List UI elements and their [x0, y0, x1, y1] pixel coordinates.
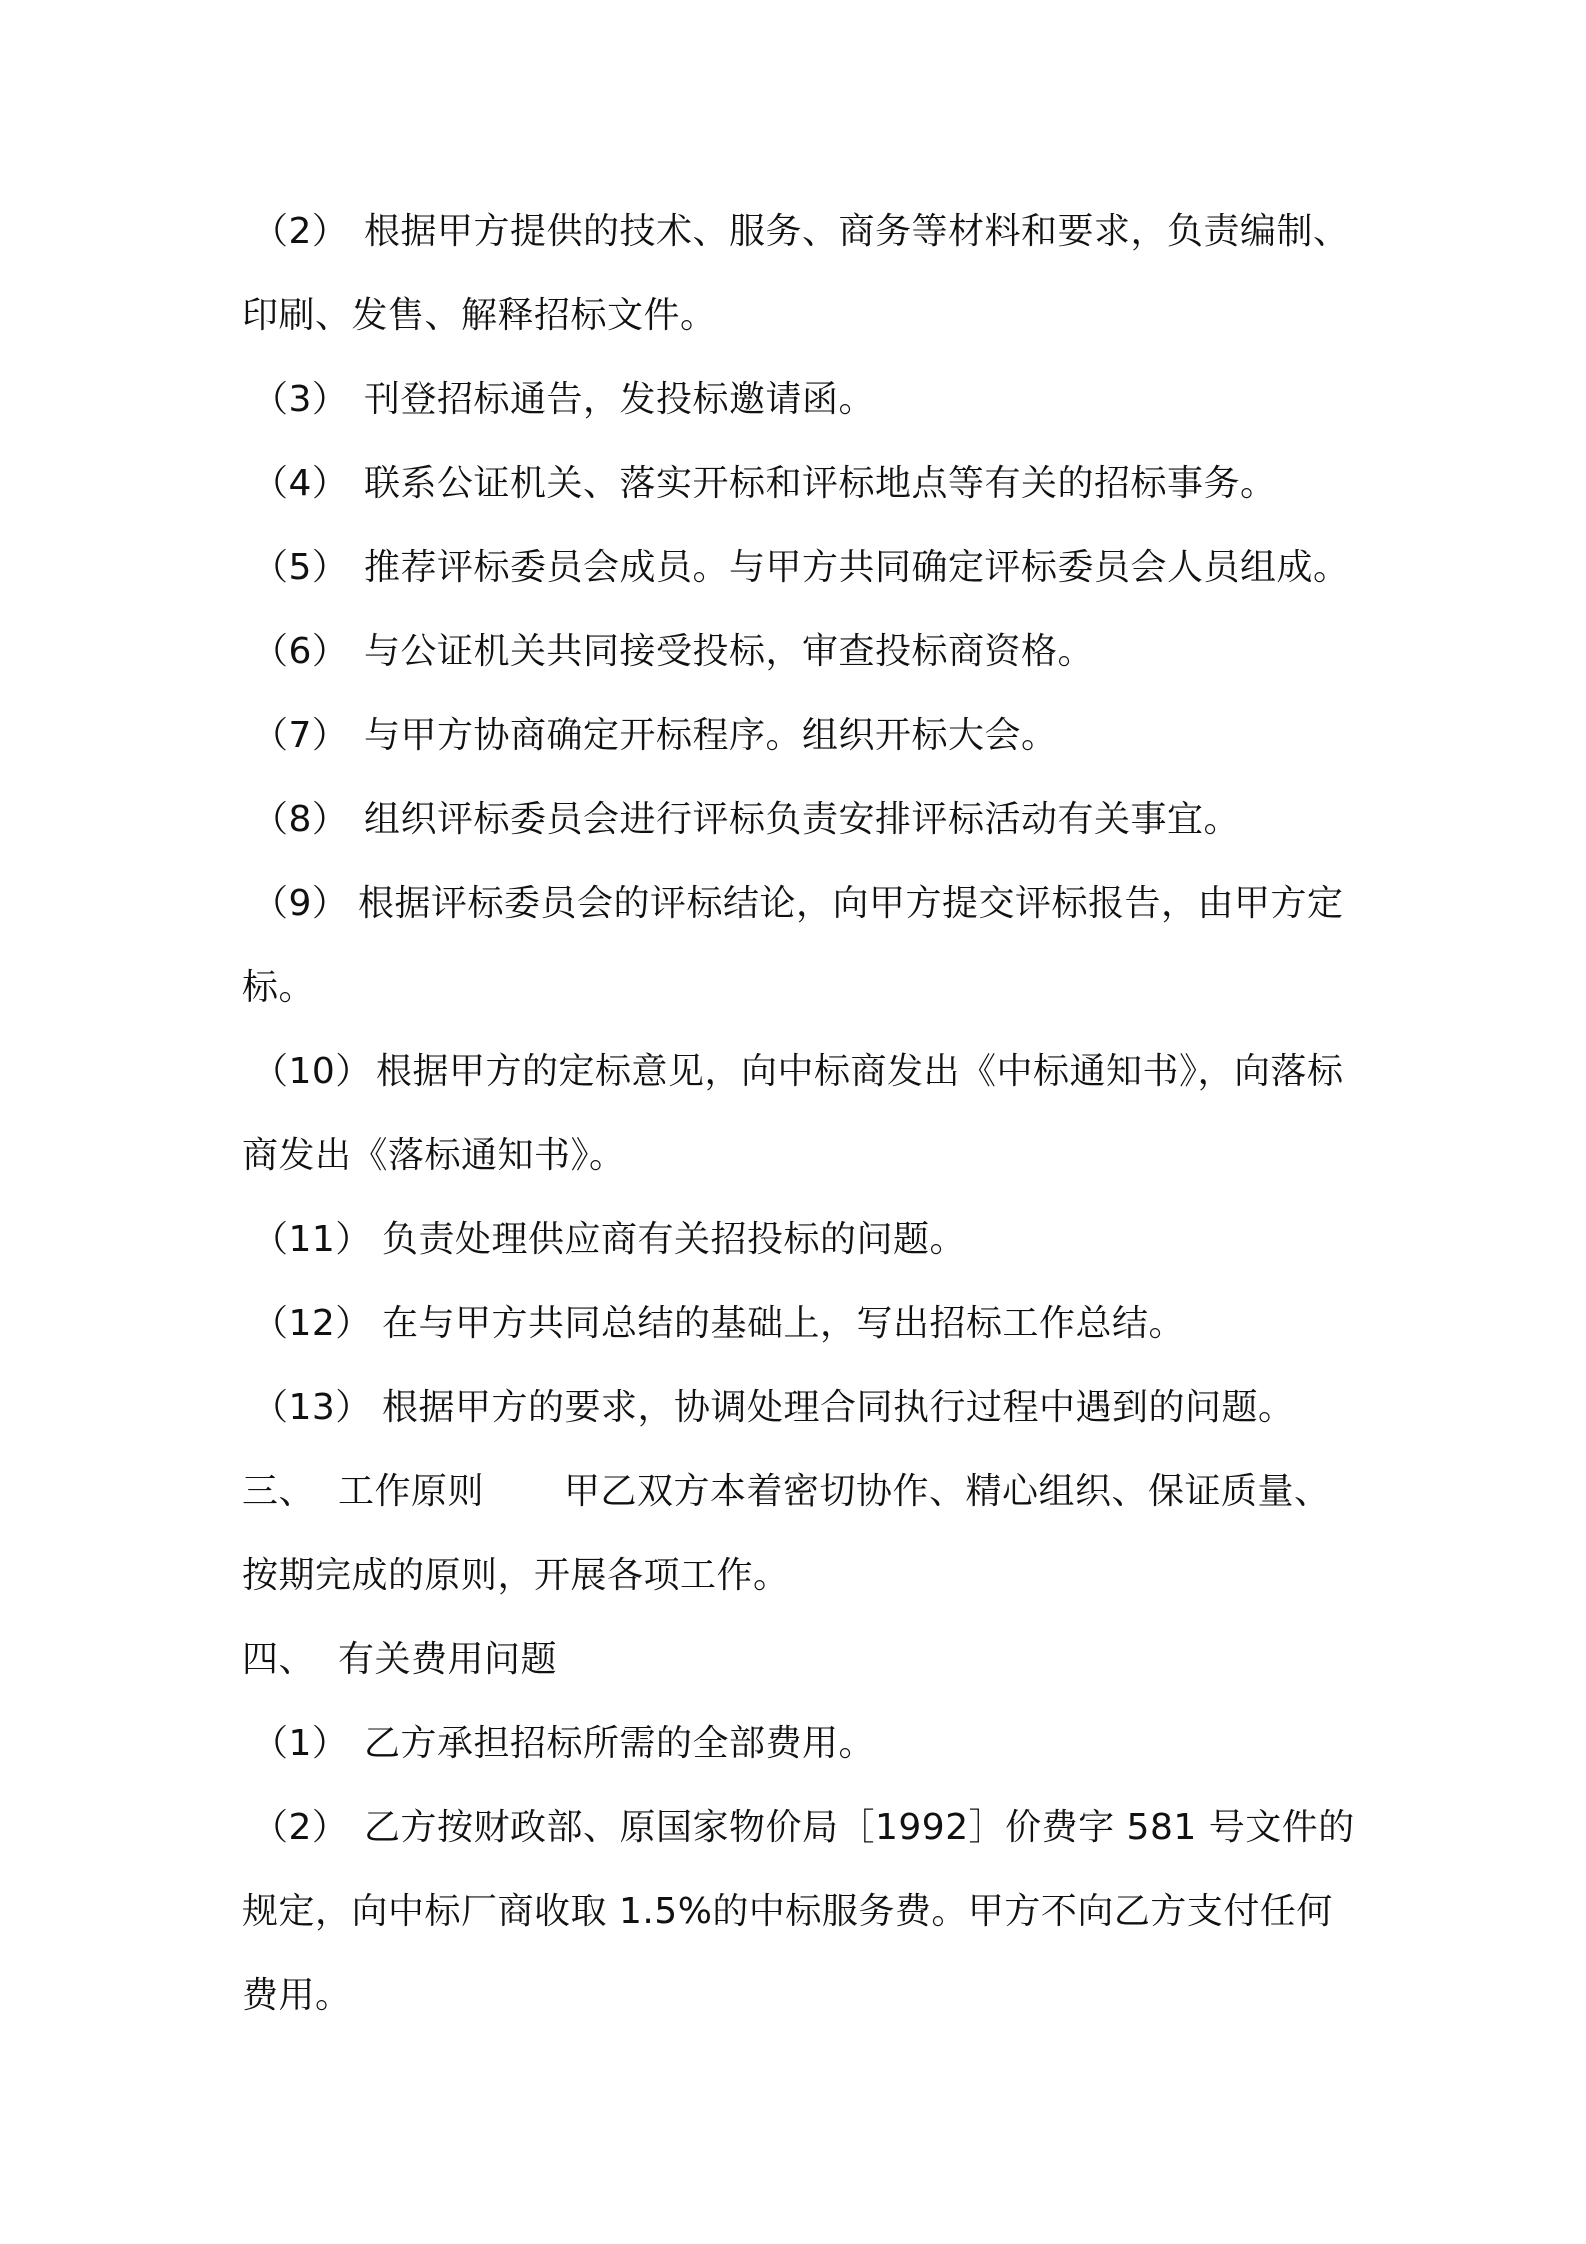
- item-text: 乙方承担招标所需的全部费用。: [364, 1723, 876, 1764]
- fee-item-2-line-2: [242, 1888, 1362, 1936]
- item-text: 标。: [242, 967, 316, 1008]
- section-text: 甲乙双方本着密切协作、精心组织、保证质量、: [564, 1471, 1331, 1512]
- item-4: [242, 460, 1362, 508]
- section-number: 四、: [242, 1639, 316, 1680]
- item-2-line-2: [242, 292, 1362, 340]
- item-label: （1）: [252, 1723, 349, 1764]
- section-title: 有关费用问题: [338, 1639, 558, 1680]
- item-text: 组织评标委员会进行评标负责安排评标活动有关事宜。: [364, 799, 1241, 840]
- item-text: 联系公证机关、落实开标和评标地点等有关的招标事务。: [364, 463, 1277, 504]
- item-text: 根据甲方的要求，协调处理合同执行过程中遇到的问题。: [382, 1387, 1295, 1428]
- item-text: 印刷、发售、解释招标文件。: [242, 295, 717, 336]
- item-label: （2）: [252, 211, 349, 252]
- item-6: [242, 628, 1362, 676]
- item-text: 根据甲方提供的技术、服务、商务等材料和要求，负责编制、: [364, 211, 1350, 252]
- section-number: 三、: [242, 1471, 316, 1512]
- item-12: [242, 1300, 1362, 1348]
- item-label: （7）: [252, 715, 349, 756]
- item-9-line-1: [242, 880, 1362, 928]
- fee-item-2-line-1: [242, 1804, 1362, 1852]
- item-text: 在与甲方共同总结的基础上，写出招标工作总结。: [382, 1303, 1186, 1344]
- section-title: 工作原则: [338, 1471, 485, 1512]
- section-3-line-2: [242, 1552, 1362, 1600]
- item-text: 负责处理供应商有关招投标的问题。: [382, 1219, 967, 1260]
- item-7: [242, 712, 1362, 760]
- item-13: [242, 1384, 1362, 1432]
- item-label: （13）: [252, 1387, 372, 1428]
- item-label: （8）: [252, 799, 349, 840]
- item-text: 费用。: [242, 1975, 352, 2016]
- item-text: 与公证机关共同接受投标，审查投标商资格。: [364, 631, 1095, 672]
- item-text: 推荐评标委员会成员。与甲方共同确定评标委员会人员组成。: [364, 547, 1350, 588]
- item-label: （3）: [252, 379, 349, 420]
- item-10-line-2: [242, 1132, 1362, 1180]
- item-text: 与甲方协商确定开标程序。组织开标大会。: [364, 715, 1058, 756]
- section-4-heading: [242, 1636, 1362, 1684]
- item-11: [242, 1216, 1362, 1264]
- item-3: [242, 376, 1362, 424]
- item-2-line-1: [242, 208, 1362, 256]
- item-text: 乙方按财政部、原国家物价局［1992］价费字 581 号文件的: [364, 1807, 1355, 1848]
- section-3-heading: [242, 1468, 1362, 1516]
- item-label: （9）: [252, 883, 349, 924]
- item-9-line-2: [242, 964, 1362, 1012]
- item-10-line-1: [242, 1048, 1362, 1096]
- item-label: （5）: [252, 547, 349, 588]
- item-text: 商发出《落标通知书》。: [242, 1135, 626, 1176]
- item-text: 根据评标委员会的评标结论，向甲方提交评标报告，由甲方定: [358, 883, 1344, 924]
- fee-item-1: [242, 1720, 1362, 1768]
- item-label: （4）: [252, 463, 349, 504]
- item-label: （12）: [252, 1303, 372, 1344]
- item-text: 规定，向中标厂商收取 1.5%的中标服务费。甲方不向乙方支付任何: [242, 1891, 1333, 1932]
- section-text: 按期完成的原则，开展各项工作。: [242, 1555, 790, 1596]
- item-text: 根据甲方的定标意见，向中标商发出《中标通知书》，向落标: [376, 1051, 1344, 1092]
- item-8: [242, 796, 1362, 844]
- fee-item-2-line-3: [242, 1972, 1362, 2020]
- item-5: [242, 544, 1362, 592]
- item-label: （10）: [252, 1051, 372, 1092]
- item-label: （6）: [252, 631, 349, 672]
- item-label: （11）: [252, 1219, 372, 1260]
- item-text: 刊登招标通告，发投标邀请函。: [364, 379, 876, 420]
- item-label: （2）: [252, 1807, 349, 1848]
